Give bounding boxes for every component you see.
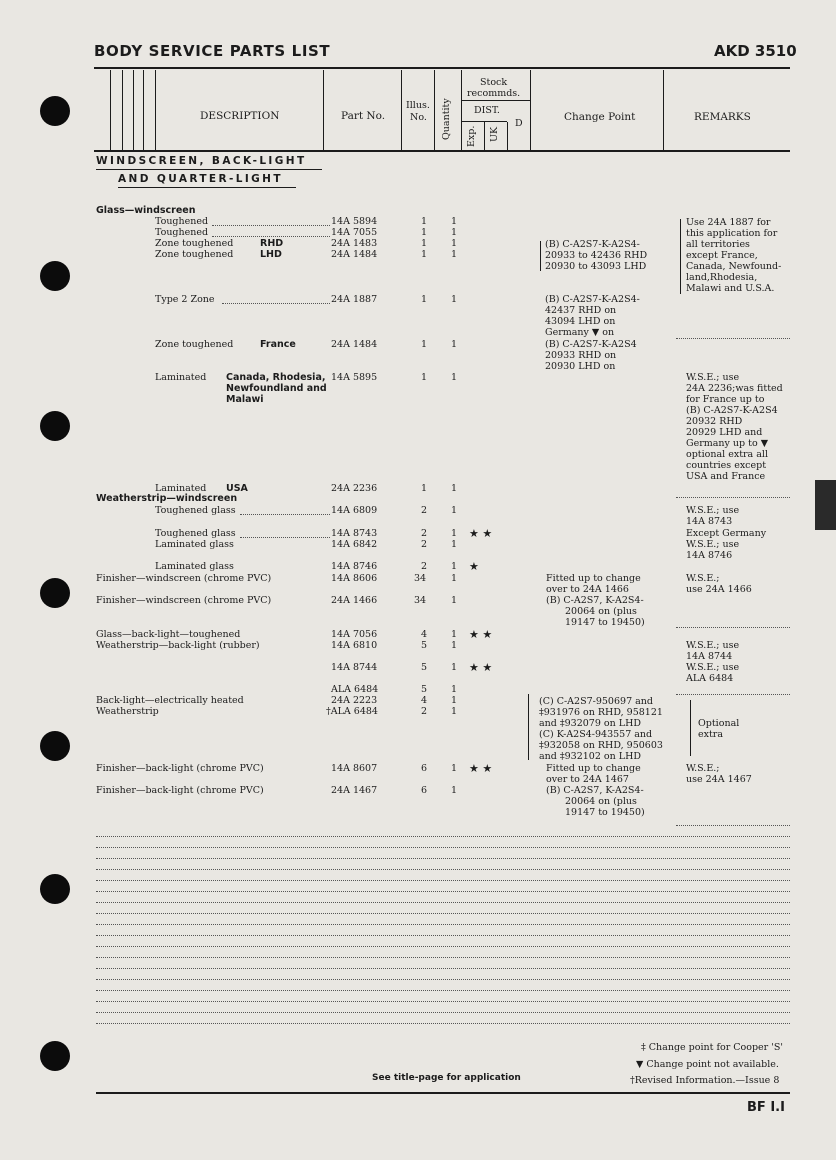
illus-number: 34 bbox=[414, 573, 427, 584]
change-point: 20933 to 42436 RHD bbox=[545, 250, 648, 261]
change-point: ‡932058 on RHD, 950603 bbox=[539, 740, 663, 751]
group-heading: Weatherstrip—windscreen bbox=[96, 493, 238, 504]
remark: Use 24A 1887 for bbox=[686, 217, 771, 228]
bracket bbox=[540, 241, 541, 271]
quantity: 1 bbox=[451, 695, 458, 706]
illus-number: 5 bbox=[421, 640, 428, 651]
change-point: over to 24A 1467 bbox=[546, 774, 629, 785]
header-dist: DIST. bbox=[474, 105, 500, 116]
part-variant: Newfoundland and bbox=[226, 383, 327, 394]
part-variant: France bbox=[260, 339, 296, 350]
remark: use 24A 1466 bbox=[686, 584, 752, 595]
illus-number: 4 bbox=[421, 695, 428, 706]
header-recommds: recommds. bbox=[467, 88, 521, 99]
remark: optional extra all bbox=[686, 449, 768, 460]
illus-number: 1 bbox=[421, 372, 428, 383]
part-number: 14A 7056 bbox=[331, 629, 378, 640]
change-point: 43094 LHD on bbox=[545, 316, 616, 327]
quantity: 1 bbox=[451, 238, 458, 249]
header-change-point: Change Point bbox=[564, 111, 636, 123]
quantity: 1 bbox=[451, 294, 458, 305]
change-point: 19147 to 19450) bbox=[565, 617, 645, 628]
section-title: WINDSCREEN, BACK-LIGHT bbox=[96, 155, 307, 167]
remark: 24A 2236;was fitted bbox=[686, 383, 783, 394]
remark: 20932 RHD bbox=[686, 416, 743, 427]
part-description: Type 2 Zone bbox=[155, 294, 215, 305]
part-number: 14A 5895 bbox=[331, 372, 378, 383]
punch-hole bbox=[40, 1041, 70, 1071]
illus-number: 1 bbox=[421, 216, 428, 227]
part-description: Zone toughened bbox=[155, 339, 234, 350]
change-point: (B) C-A2S7, K-A2S4- bbox=[546, 595, 644, 606]
part-description: Weatherstrip bbox=[96, 706, 159, 717]
part-number: 14A 6809 bbox=[331, 505, 378, 516]
header-rule bbox=[94, 67, 790, 69]
header-illus: Illus. bbox=[406, 100, 430, 111]
section-title-line2: AND QUARTER-LIGHT bbox=[118, 173, 283, 185]
illus-number: 1 bbox=[421, 483, 428, 494]
header-d: D bbox=[515, 118, 523, 129]
header-exp: Exp. bbox=[466, 125, 477, 147]
remark: land,Rhodesia, bbox=[686, 272, 758, 283]
remark: W.S.E.; use bbox=[686, 662, 740, 673]
footnote: ▼ Change point not available. bbox=[636, 1059, 779, 1070]
part-number: 14A 5894 bbox=[331, 216, 378, 227]
group-heading: Glass—windscreen bbox=[96, 205, 196, 216]
quantity: 1 bbox=[451, 528, 458, 539]
punch-hole bbox=[40, 411, 70, 441]
part-number: †ALA 6484 bbox=[326, 706, 378, 717]
part-description: Laminated glass bbox=[155, 539, 234, 550]
part-variant: Canada, Rhodesia, bbox=[226, 372, 326, 383]
quantity: 1 bbox=[451, 640, 458, 651]
illus-number: 1 bbox=[421, 238, 428, 249]
change-point: 42437 RHD on bbox=[545, 305, 617, 316]
quantity: 1 bbox=[451, 595, 458, 606]
index-tab bbox=[815, 480, 836, 530]
quantity: 1 bbox=[451, 227, 458, 238]
part-number: ALA 6484 bbox=[331, 684, 379, 695]
illus-number: 6 bbox=[421, 785, 428, 796]
part-number: 24A 1887 bbox=[331, 294, 378, 305]
quantity: 1 bbox=[451, 539, 458, 550]
punch-hole bbox=[40, 731, 70, 761]
document-code: AKD 3510 bbox=[714, 42, 797, 60]
quantity: 1 bbox=[451, 483, 458, 494]
part-description: Laminated bbox=[155, 372, 207, 383]
remark: USA and France bbox=[686, 471, 766, 482]
remark: (B) C-A2S7-K-A2S4 bbox=[686, 405, 778, 416]
change-point: (B) C-A2S7-K-A2S4 bbox=[545, 339, 637, 350]
part-description: Back-light—electrically heated bbox=[96, 695, 244, 706]
change-point: Fitted up to change bbox=[546, 573, 641, 584]
part-number: 24A 1484 bbox=[331, 339, 378, 350]
remark: use 24A 1467 bbox=[686, 774, 752, 785]
part-description: Laminated bbox=[155, 483, 207, 494]
illus-number: 2 bbox=[421, 706, 428, 717]
part-number: 24A 1484 bbox=[331, 249, 378, 260]
illus-number: 34 bbox=[414, 595, 427, 606]
part-description: Finisher—windscreen (chrome PVC) bbox=[96, 595, 272, 606]
change-point: Fitted up to change bbox=[546, 763, 641, 774]
bracket bbox=[528, 694, 529, 760]
stock-stars: ★ ★ bbox=[469, 661, 493, 674]
remark: 14A 8743 bbox=[686, 516, 733, 527]
footer-rule bbox=[96, 1092, 790, 1094]
section-underline bbox=[96, 169, 322, 170]
quantity: 1 bbox=[451, 706, 458, 717]
part-description: Laminated glass bbox=[155, 561, 234, 572]
part-description: Glass—back-light—toughened bbox=[96, 629, 241, 640]
change-point: 20930 LHD on bbox=[545, 361, 616, 372]
punch-hole bbox=[40, 578, 70, 608]
part-number: 24A 1467 bbox=[331, 785, 378, 796]
part-number: 14A 8744 bbox=[331, 662, 378, 673]
illus-number: 6 bbox=[421, 763, 428, 774]
part-description: Zone toughened bbox=[155, 249, 234, 260]
part-description: Zone toughened bbox=[155, 238, 234, 249]
illus-number: 5 bbox=[421, 684, 428, 695]
part-number: 14A 8746 bbox=[331, 561, 378, 572]
bracket bbox=[680, 219, 681, 294]
remark: W.S.E.; use bbox=[686, 372, 740, 383]
illus-number: 4 bbox=[421, 629, 428, 640]
remark: W.S.E.; bbox=[686, 573, 720, 584]
quantity: 1 bbox=[451, 785, 458, 796]
part-number: 14A 8606 bbox=[331, 573, 378, 584]
illus-number: 1 bbox=[421, 227, 428, 238]
change-point: (B) C-A2S7-K-A2S4- bbox=[545, 239, 640, 250]
page-number: BF I.I bbox=[747, 1100, 785, 1115]
remark: 14A 8746 bbox=[686, 550, 733, 561]
change-point: 20930 to 43093 LHD bbox=[545, 261, 647, 272]
page-title: BODY SERVICE PARTS LIST bbox=[94, 42, 331, 60]
quantity: 1 bbox=[451, 505, 458, 516]
part-variant: Malawi bbox=[226, 394, 264, 405]
stock-stars: ★ ★ bbox=[469, 762, 493, 775]
header-remarks: REMARKS bbox=[694, 111, 751, 123]
illus-number: 5 bbox=[421, 662, 428, 673]
quantity: 1 bbox=[451, 372, 458, 383]
change-point: over to 24A 1466 bbox=[546, 584, 629, 595]
footnote: ‡ Change point for Cooper 'S' bbox=[641, 1042, 783, 1053]
quantity: 1 bbox=[451, 216, 458, 227]
remark: 20929 LHD and bbox=[686, 427, 763, 438]
change-point: 20064 on (plus bbox=[565, 796, 637, 807]
remark: this application for bbox=[686, 228, 778, 239]
change-point: 20933 RHD on bbox=[545, 350, 617, 361]
illus-number: 1 bbox=[421, 249, 428, 260]
remark: Germany up to ▼ bbox=[686, 438, 769, 449]
part-description: Toughened glass bbox=[155, 505, 236, 516]
change-point: and ‡932102 on LHD bbox=[539, 751, 641, 762]
change-point: 20064 on (plus bbox=[565, 606, 637, 617]
part-description: Finisher—windscreen (chrome PVC) bbox=[96, 573, 272, 584]
illus-number: 2 bbox=[421, 539, 428, 550]
quantity: 1 bbox=[451, 684, 458, 695]
illus-number: 2 bbox=[421, 505, 428, 516]
remark: W.S.E.; use bbox=[686, 640, 740, 651]
change-point: (B) C-A2S7, K-A2S4- bbox=[546, 785, 644, 796]
remark: Optional bbox=[698, 718, 740, 729]
remark: for France up to bbox=[686, 394, 765, 405]
application-note: See title-page for application bbox=[372, 1073, 521, 1083]
change-point: ‡931976 on RHD, 958121 bbox=[539, 707, 663, 718]
remark: all territories bbox=[686, 239, 750, 250]
remark: W.S.E.; use bbox=[686, 505, 740, 516]
illus-number: 1 bbox=[421, 339, 428, 350]
footnote: †Revised Information.—Issue 8 bbox=[630, 1075, 780, 1086]
part-number: 24A 1483 bbox=[331, 238, 378, 249]
stock-stars: ★ bbox=[469, 560, 479, 573]
stock-stars: ★ ★ bbox=[469, 628, 493, 641]
remark: 14A 8744 bbox=[686, 651, 733, 662]
header-description: DESCRIPTION bbox=[200, 110, 280, 122]
remark: ALA 6484 bbox=[686, 673, 734, 684]
part-number: 14A 8607 bbox=[331, 763, 378, 774]
header-stock: Stock bbox=[480, 77, 508, 88]
quantity: 1 bbox=[451, 629, 458, 640]
section-underline bbox=[118, 187, 296, 188]
illus-number: 2 bbox=[421, 561, 428, 572]
change-point: Germany ▼ on bbox=[545, 327, 615, 338]
illus-number: 1 bbox=[421, 294, 428, 305]
part-description: Finisher—back-light (chrome PVC) bbox=[96, 763, 264, 774]
bracket bbox=[690, 700, 691, 756]
part-variant: USA bbox=[226, 483, 248, 494]
punch-hole bbox=[40, 96, 70, 126]
quantity: 1 bbox=[451, 339, 458, 350]
change-point: (C) K-A2S4-943557 and bbox=[539, 729, 653, 740]
punch-hole bbox=[40, 261, 70, 291]
header-part-no: Part No. bbox=[341, 110, 386, 122]
remark: Except Germany bbox=[686, 528, 767, 539]
header-illus-no: No. bbox=[410, 112, 427, 123]
part-number: 14A 6810 bbox=[331, 640, 378, 651]
remark: W.S.E.; use bbox=[686, 539, 740, 550]
quantity: 1 bbox=[451, 561, 458, 572]
remark: except France, bbox=[686, 250, 758, 261]
remark: countries except bbox=[686, 460, 767, 471]
quantity: 1 bbox=[451, 662, 458, 673]
part-description: Finisher—back-light (chrome PVC) bbox=[96, 785, 264, 796]
header-quantity: Quantity bbox=[441, 98, 452, 140]
part-number: 24A 1466 bbox=[331, 595, 378, 606]
part-description: Weatherstrip—back-light (rubber) bbox=[96, 640, 260, 651]
quantity: 1 bbox=[451, 249, 458, 260]
part-variant: RHD bbox=[260, 238, 284, 249]
change-point: (C) C-A2S7-950697 and bbox=[539, 696, 653, 707]
part-description: Toughened bbox=[155, 227, 209, 238]
part-description: Toughened bbox=[155, 216, 209, 227]
remark: Canada, Newfound- bbox=[686, 261, 782, 272]
stock-stars: ★ ★ bbox=[469, 527, 493, 540]
change-point: and ‡932079 on LHD bbox=[539, 718, 641, 729]
remark: W.S.E.; bbox=[686, 763, 720, 774]
part-number: 24A 2223 bbox=[331, 695, 378, 706]
remark: extra bbox=[698, 729, 724, 740]
punch-hole bbox=[40, 874, 70, 904]
remark: Malawi and U.S.A. bbox=[686, 283, 775, 294]
quantity: 1 bbox=[451, 763, 458, 774]
header-uk: UK bbox=[489, 126, 500, 142]
part-number: 14A 6842 bbox=[331, 539, 378, 550]
change-point: 19147 to 19450) bbox=[565, 807, 645, 818]
change-point: (B) C-A2S7-K-A2S4- bbox=[545, 294, 640, 305]
part-number: 14A 7055 bbox=[331, 227, 378, 238]
part-variant: LHD bbox=[260, 249, 282, 260]
quantity: 1 bbox=[451, 573, 458, 584]
part-number: 24A 2236 bbox=[331, 483, 378, 494]
illus-number: 2 bbox=[421, 528, 428, 539]
part-number: 14A 8743 bbox=[331, 528, 378, 539]
part-description: Toughened glass bbox=[155, 528, 236, 539]
